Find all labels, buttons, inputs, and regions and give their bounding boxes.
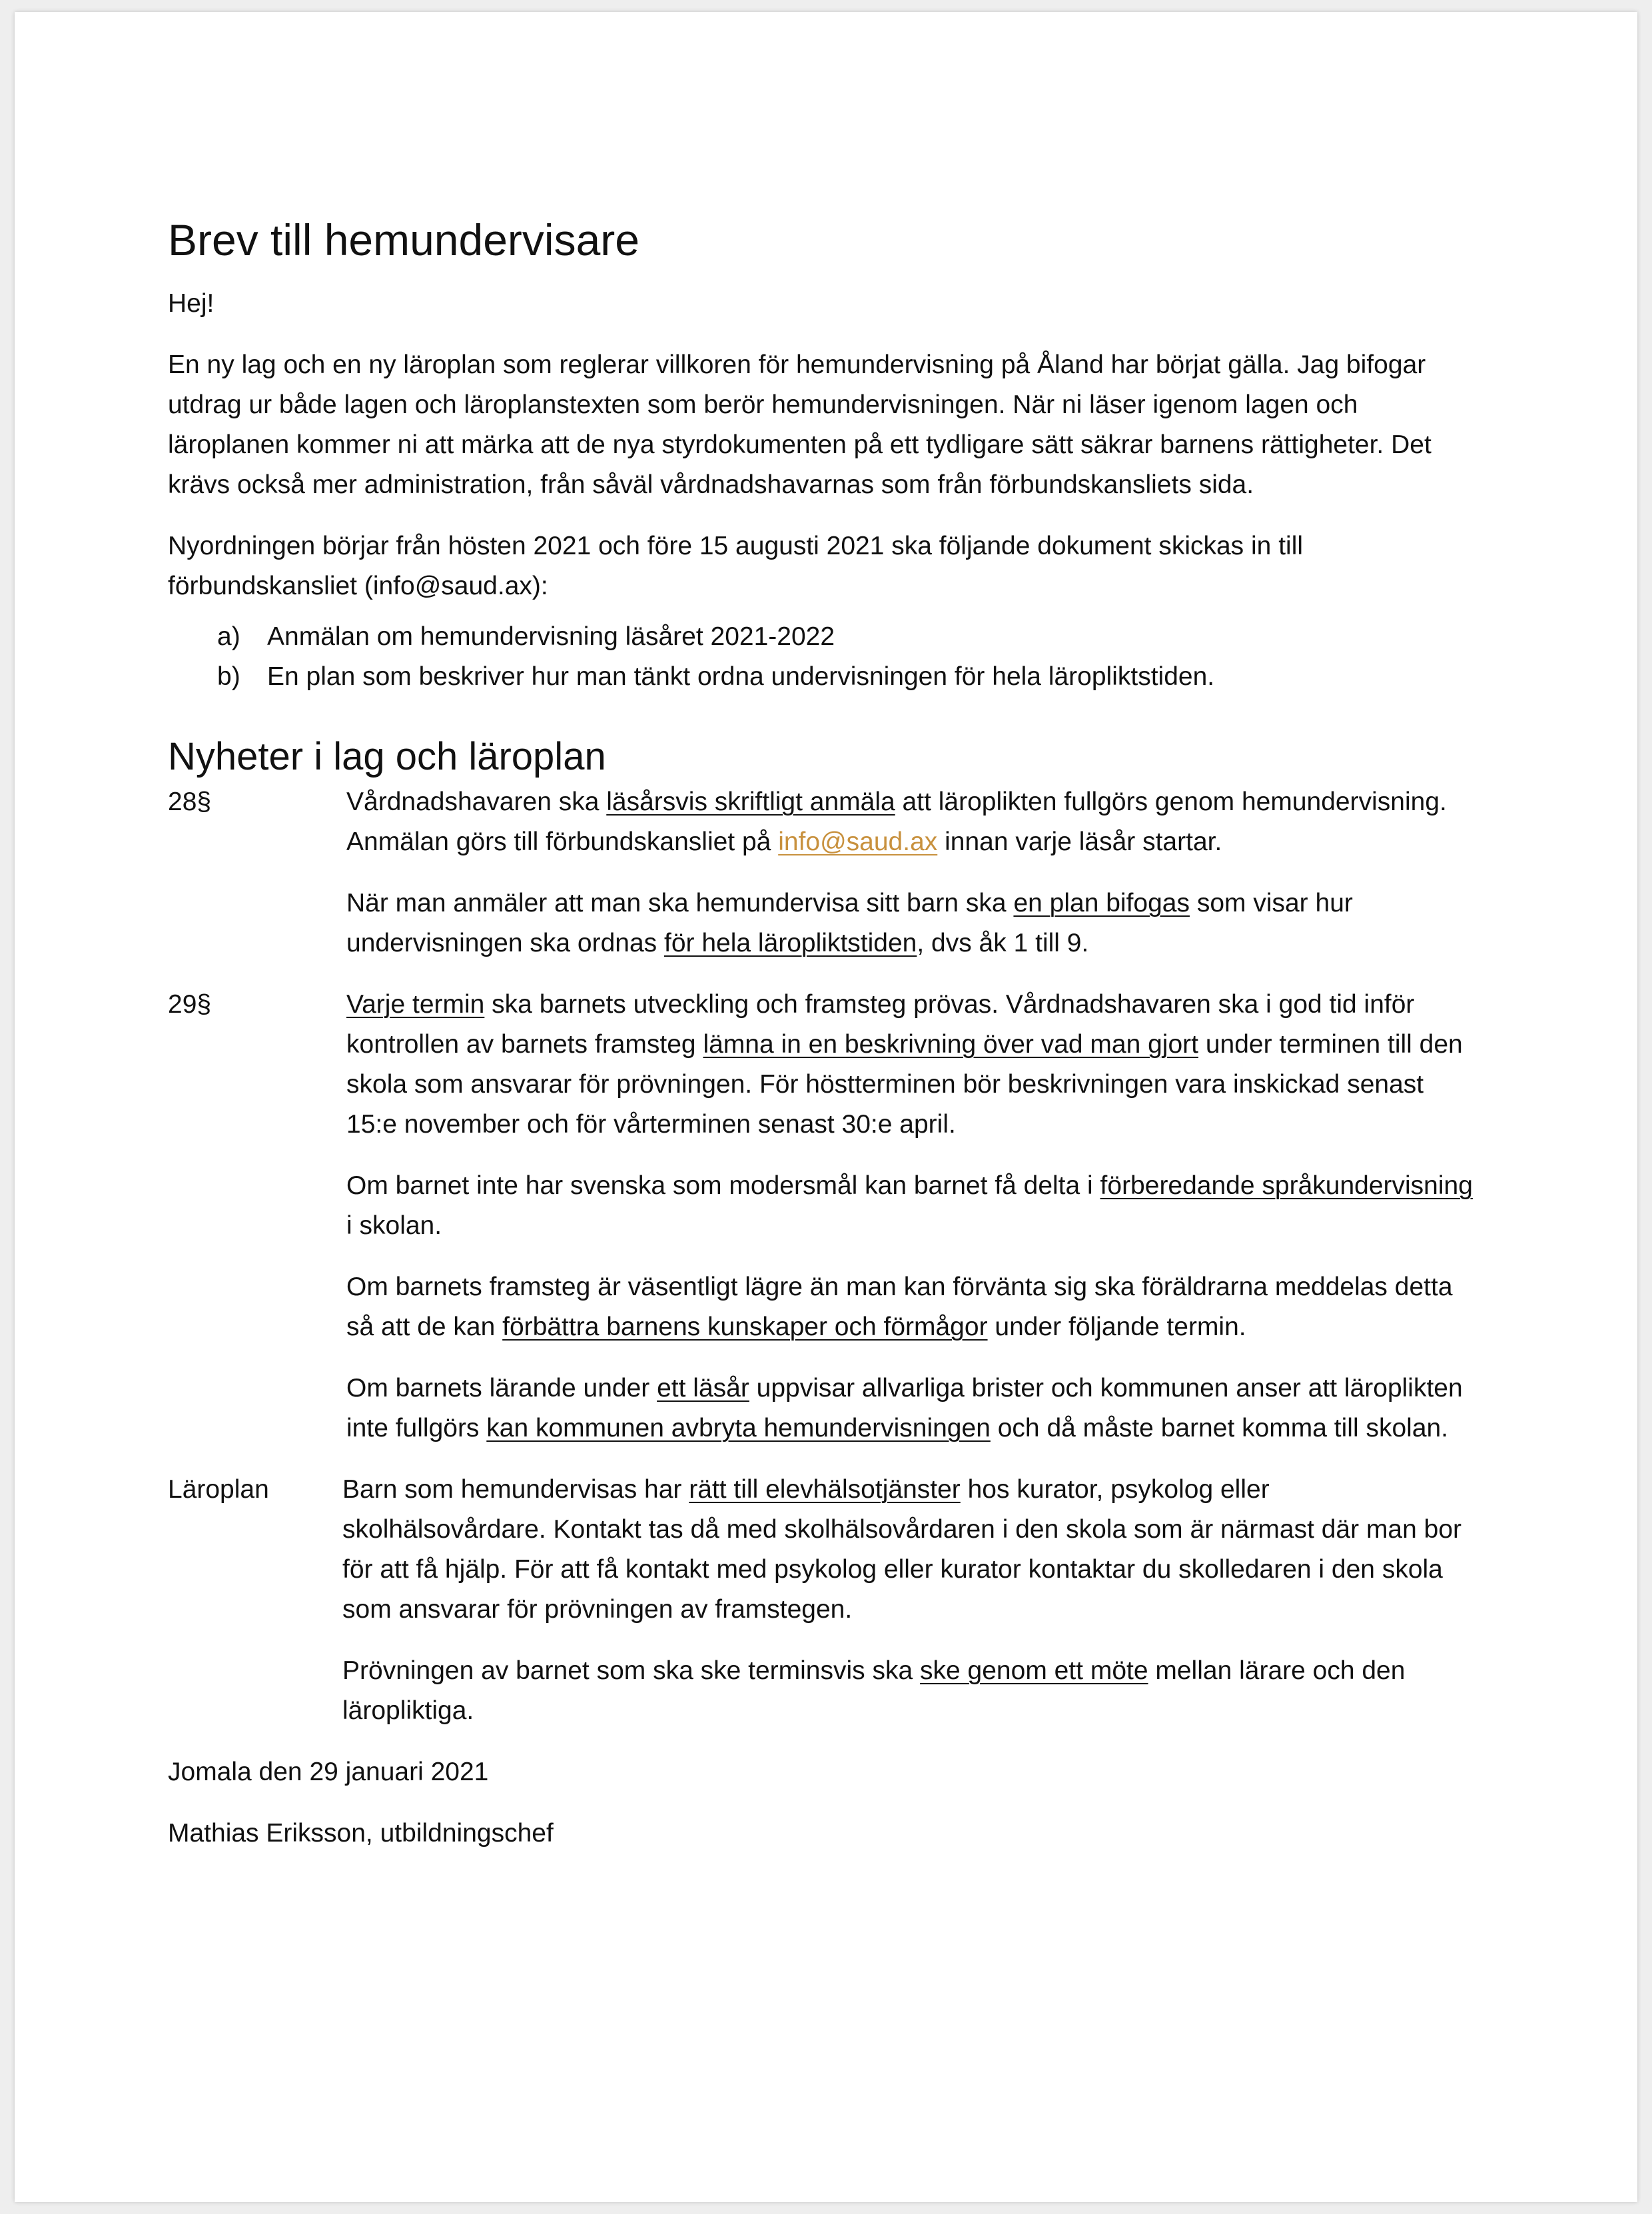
underlined-text: kan kommunen avbryta hemundervisningen bbox=[486, 1414, 991, 1442]
underlined-text: ske genom ett möte bbox=[920, 1656, 1148, 1685]
section-29 bbox=[168, 985, 1473, 1470]
section-label: 28§ bbox=[168, 788, 212, 816]
intro-paragraph: En ny lag och en ny läroplan som reglerar villkoren för hemundervisning på Åland har börjat gälla. Jag bifogar utdrag ur både lagen och läroplanstexten som berör hemundervisningen. När ni läser igenom lagen och läroplanen kommer ni att märka att de nya styrdokumenten på ett tydligare sätt säkrar barnens rättigheter. Det krävs också mer administration, från såväl vårdnadshavarnas som från förbundskansliets sida. bbox=[168, 350, 1432, 499]
underlined-text: lämna in en beskrivning över vad man gjort bbox=[703, 1030, 1198, 1059]
text-run: innan varje läsår startar. bbox=[937, 828, 1222, 856]
text-run: hos kurator, psykolog eller skolhälsovårdare. Kontakt tas då med skolhälsovårdaren i den skola som är närmast där man bor för att få hjälp. För att få kontakt med psykolog eller kurator kontaktar du skolledaren i den skola som ansvarar för prövningen av framstegen. bbox=[342, 1475, 1462, 1624]
section-paragraph bbox=[346, 782, 1473, 862]
section-body bbox=[346, 782, 1473, 985]
list-item-text: Anmälan om hemundervisning läsåret 2021-2022 bbox=[267, 622, 835, 651]
section-28 bbox=[168, 782, 1473, 985]
news-heading: Nyheter i lag och läroplan bbox=[168, 735, 606, 778]
section-paragraph bbox=[346, 985, 1473, 1145]
underlined-text: en plan bifogas bbox=[1013, 889, 1190, 917]
underlined-text: förberedande språkundervisning bbox=[1100, 1171, 1473, 1200]
text-run: ska barnets utveckling och framsteg prövas. Vårdnadshavaren ska i god tid inför kontrollen av barnets framsteg bbox=[346, 990, 1415, 1059]
section-paragraph bbox=[342, 1470, 1473, 1630]
section-paragraph bbox=[346, 1369, 1473, 1448]
list-item-text: En plan som beskriver hur man tänkt ordna undervisningen för hela läropliktstiden. bbox=[267, 662, 1215, 691]
email-link[interactable]: info@saud.ax bbox=[778, 828, 938, 856]
underlined-text: Varje termin bbox=[346, 990, 485, 1019]
date-line: Jomala den 29 januari 2021 bbox=[168, 1758, 489, 1786]
signature-line: Mathias Eriksson, utbildningschef bbox=[168, 1819, 554, 1848]
underlined-text: förbättra barnens kunskaper och förmågor bbox=[502, 1313, 988, 1341]
underlined-text: ett läsår bbox=[657, 1374, 749, 1402]
section-paragraph bbox=[342, 1651, 1473, 1731]
text-run: Barn som hemundervisas har bbox=[342, 1475, 689, 1504]
section-laroplan bbox=[168, 1470, 1473, 1752]
document-title: Brev till hemundervisare bbox=[168, 215, 639, 265]
text-run: , dvs åk 1 till 9. bbox=[917, 929, 1089, 957]
section-body bbox=[346, 985, 1473, 1470]
section-paragraph bbox=[346, 1166, 1473, 1246]
new-order-paragraph: Nyordningen börjar från hösten 2021 och före 15 augusti 2021 ska följande dokument skickas in till förbundskansliet (info@saud.ax): bbox=[168, 532, 1304, 600]
section-label: Läroplan bbox=[168, 1475, 269, 1504]
section-paragraph bbox=[346, 883, 1473, 963]
text-run: Om barnets lärande under bbox=[346, 1374, 657, 1402]
greeting: Hej! bbox=[168, 289, 214, 318]
underlined-text: för hela läropliktstiden bbox=[663, 929, 917, 957]
documents-list bbox=[168, 617, 1473, 697]
document-content bbox=[168, 204, 1473, 1875]
text-run: att läroplikten fullgörs genom hemundervisning. Anmälan görs till förbundskansliet på bbox=[346, 788, 1447, 856]
document-page bbox=[15, 12, 1637, 2202]
list-marker: b) bbox=[217, 662, 240, 691]
text-run: Prövningen av barnet som ska ske terminsvis ska bbox=[342, 1656, 921, 1685]
section-paragraph bbox=[346, 1267, 1473, 1347]
list-item bbox=[168, 657, 1473, 697]
text-run: och då måste barnet komma till skolan. bbox=[990, 1414, 1449, 1442]
section-label: 29§ bbox=[168, 990, 212, 1019]
section-body bbox=[342, 1470, 1473, 1752]
text-run: som visar hur undervisningen ska ordnas bbox=[346, 889, 1353, 957]
text-run: mellan lärare och den läropliktiga. bbox=[342, 1656, 1406, 1725]
text-run: Om barnet inte har svenska som modersmål kan barnet få delta i bbox=[346, 1171, 1100, 1200]
list-item bbox=[168, 617, 1473, 657]
text-run: i skolan. bbox=[346, 1211, 442, 1240]
text-run: Vårdnadshavaren ska bbox=[346, 788, 607, 816]
text-run: under följande termin. bbox=[987, 1313, 1246, 1341]
list-marker: a) bbox=[217, 622, 240, 651]
text-run: uppvisar allvarliga brister och kommunen anser att läroplikten inte fullgörs bbox=[346, 1374, 1463, 1442]
text-run: Om barnets framsteg är väsentligt lägre än man kan förvänta sig ska föräldrarna meddelas detta så att de kan bbox=[346, 1273, 1453, 1341]
text-run: under terminen till den skola som ansvarar för prövningen. För höstterminen bör beskrivningen vara inskickad senast 15:e november och för vårterminen senast 30:e april. bbox=[346, 1030, 1463, 1139]
underlined-text: rätt till elevhälsotjänster bbox=[689, 1475, 961, 1504]
underlined-text: läsårsvis skriftligt anmäla bbox=[606, 788, 895, 816]
text-run: När man anmäler att man ska hemundervisa sitt barn ska bbox=[346, 889, 1014, 917]
